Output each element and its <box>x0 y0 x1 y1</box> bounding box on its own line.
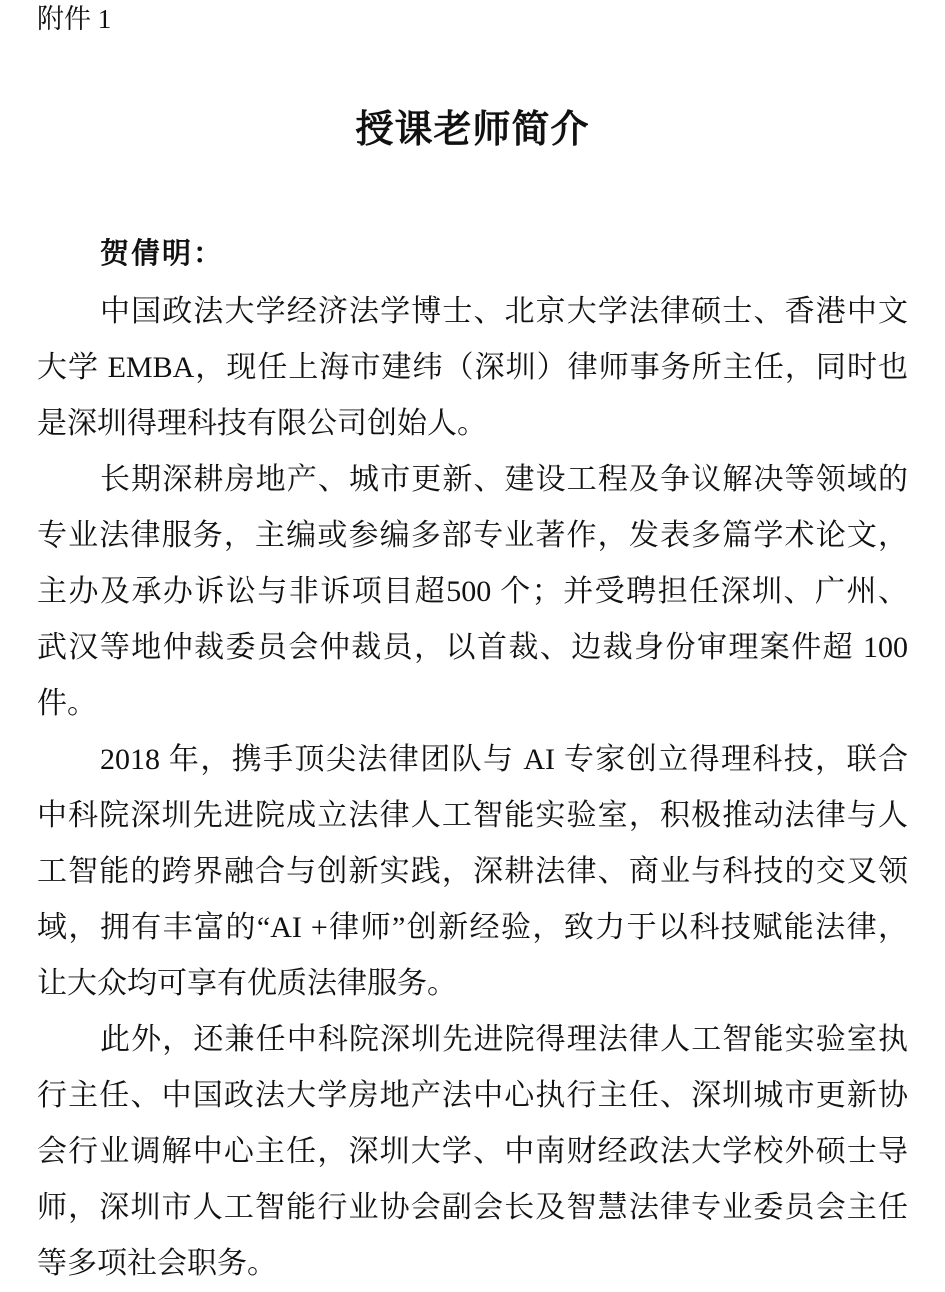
paragraph-line: 件。 <box>37 687 97 720</box>
paragraph-line: 中国政法大学经济法学博士、北京大学法律硕士、香港中文 <box>100 295 908 328</box>
paragraph-line: 行主任、中国政法大学房地产法中心执行主任、深圳城市更新协 <box>37 1079 908 1112</box>
paragraph-line: 2018 年，携手顶尖法律团队与 AI 专家创立得理科技，联合 <box>100 743 908 776</box>
biography-paragraph <box>37 284 908 452</box>
paragraph-line: 中科院深圳先进院成立法律人工智能实验室，积极推动法律与人 <box>37 799 908 832</box>
page-title: 授课老师简介 <box>355 109 590 151</box>
paragraph-line: 武汉等地仲裁委员会仲裁员，以首裁、边裁身份审理案件超 100 <box>37 631 908 664</box>
paragraph-line: 让大众均可享有优质法律服务。 <box>37 967 457 1000</box>
paragraph-line: 等多项社会职务。 <box>37 1247 277 1280</box>
paragraph-line: 专业法律服务，主编或参编多部专业著作，发表多篇学术论文， <box>37 519 908 552</box>
paragraph-line: 是深圳得理科技有限公司创始人。 <box>37 407 487 440</box>
paragraph-line: 域，拥有丰富的“AI +律师”创新经验，致力于以科技赋能法律， <box>37 911 908 944</box>
paragraph-line: 大学 EMBA，现任上海市建纬（深圳）律师事务所主任，同时也 <box>37 351 908 384</box>
biography-paragraph <box>37 732 908 1012</box>
paragraph-line: 会行业调解中心主任，深圳大学、中南财经政法大学校外硕士导 <box>37 1135 908 1168</box>
attachment-label: 附件 1 <box>37 4 112 34</box>
biography-body <box>37 284 908 1292</box>
paragraph-line: 工智能的跨界融合与创新实践，深耕法律、商业与科技的交叉领 <box>37 855 908 888</box>
biography-paragraph <box>37 452 908 732</box>
teacher-name: 贺倩明： <box>100 238 225 270</box>
paragraph-line: 师，深圳市人工智能行业协会副会长及智慧法律专业委员会主任 <box>37 1191 908 1224</box>
biography-paragraph <box>37 1012 908 1292</box>
paragraph-line: 长期深耕房地产、城市更新、建设工程及争议解决等领域的 <box>100 463 908 496</box>
paragraph-line: 主办及承办诉讼与非诉项目超500 个；并受聘担任深圳、广州、 <box>37 575 908 608</box>
paragraph-line: 此外，还兼任中科院深圳先进院得理法律人工智能实验室执 <box>100 1023 908 1056</box>
